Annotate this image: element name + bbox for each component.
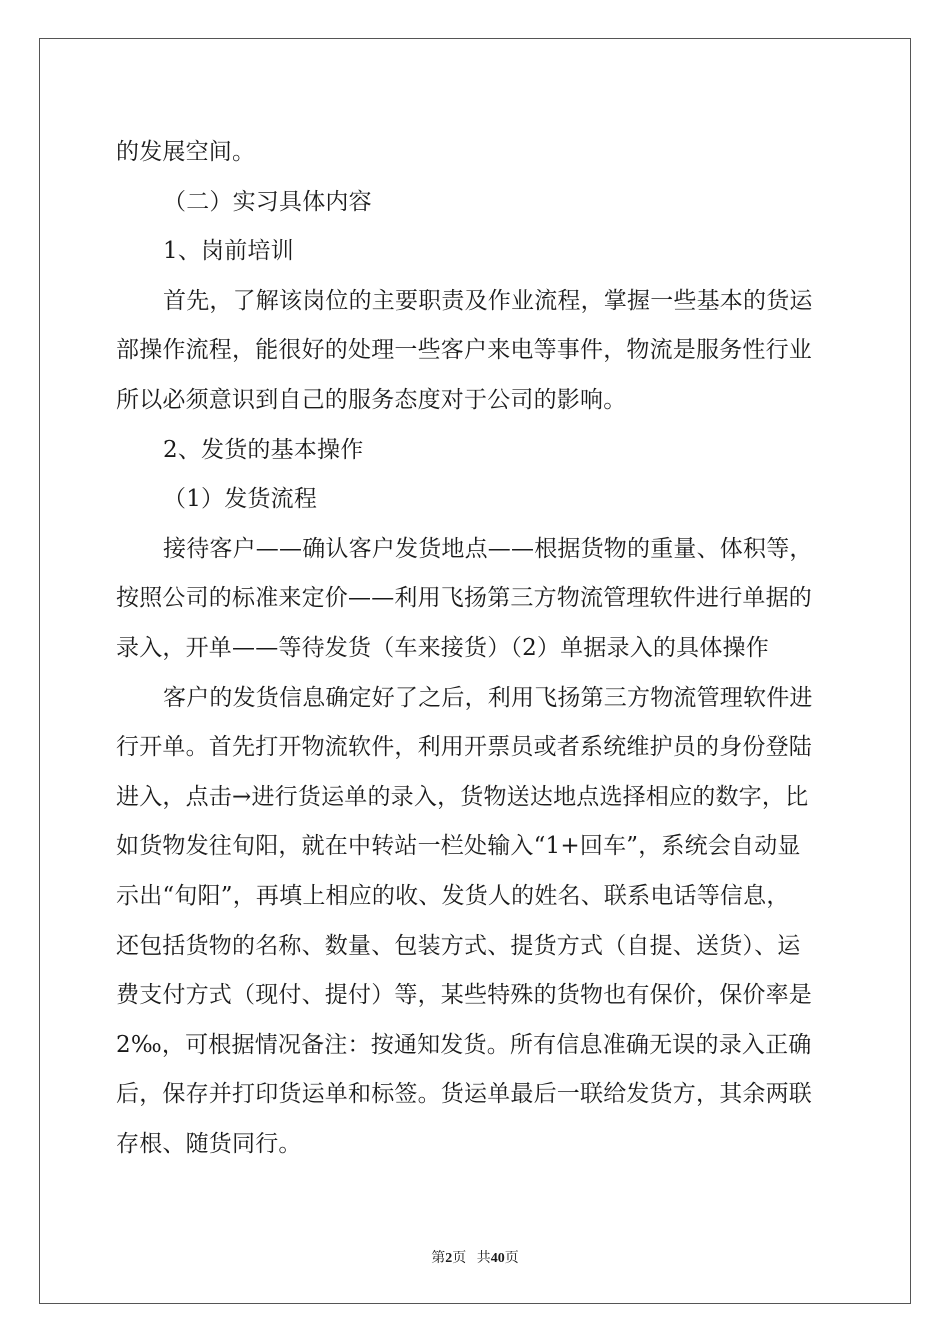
paragraph-line: 2、发货的基本操作 [163,436,364,463]
page-footer [0,1247,950,1267]
paragraph-line: （二）实习具体内容 [163,188,372,215]
footer-total-prefix: 共 [476,1251,491,1266]
paragraph-line: 1、岗前培训 [163,238,294,265]
paragraph-line: 如货物发往旬阳，就在中转站一栏处输入“1+回车”，系统会自动显 [116,833,801,860]
paragraph-line: 2‰，可根据情况备注：按通知发货。所有信息准确无误的录入正确 [116,1031,812,1058]
paragraph-line: 首先，了解该岗位的主要职责及作业流程，掌握一些基本的货运 [163,287,813,314]
paragraph-line: （1）发货流程 [163,486,318,513]
footer-page-suffix: 页 [452,1251,467,1266]
paragraph-line: 进入，点击→进行货运单的录入，货物送达地点选择相应的数字，比 [116,783,809,810]
paragraph-line: 存根、随货同行。 [116,1130,302,1157]
document-body [116,128,838,1169]
total-page-number: 40 [490,1251,505,1266]
current-page-number: 2 [445,1251,453,1266]
paragraph-line: 的发展空间。 [116,139,256,165]
paragraph-line: 所以必须意识到自己的服务态度对于公司的影响。 [116,386,627,413]
paragraph-line: 行开单。首先打开物流软件，利用开票员或者系统维护员的身份登陆 [116,734,812,761]
footer-total-suffix: 页 [504,1251,519,1266]
paragraph-line: 后，保存并打印货运单和标签。货运单最后一联给发货方，其余两联 [116,1081,812,1108]
paragraph-line: 客户的发货信息确定好了之后，利用飞扬第三方物流管理软件进 [163,684,813,711]
paragraph-line: 还包括货物的名称、数量、包装方式、提货方式（自提、送货）、运 [116,932,801,959]
paragraph-line: 录入，开单——等待发货（车来接货）（2）单据录入的具体操作 [116,634,769,661]
paragraph-line: 示出“旬阳”，再填上相应的收、发货人的姓名、联系电话等信息， [116,882,790,909]
paragraph-line: 部操作流程，能很好的处理一些客户来电等事件，物流是服务性行业 [116,337,812,364]
footer-prefix: 第 [431,1251,446,1266]
paragraph-line: 费支付方式（现付、提付）等，某些特殊的货物也有保价，保价率是 [116,982,812,1009]
paragraph-line: 按照公司的标准来定价——利用飞扬第三方物流管理软件进行单据的 [116,585,812,612]
paragraph-line: 接待客户——确认客户发货地点——根据货物的重量、体积等， [163,535,813,562]
